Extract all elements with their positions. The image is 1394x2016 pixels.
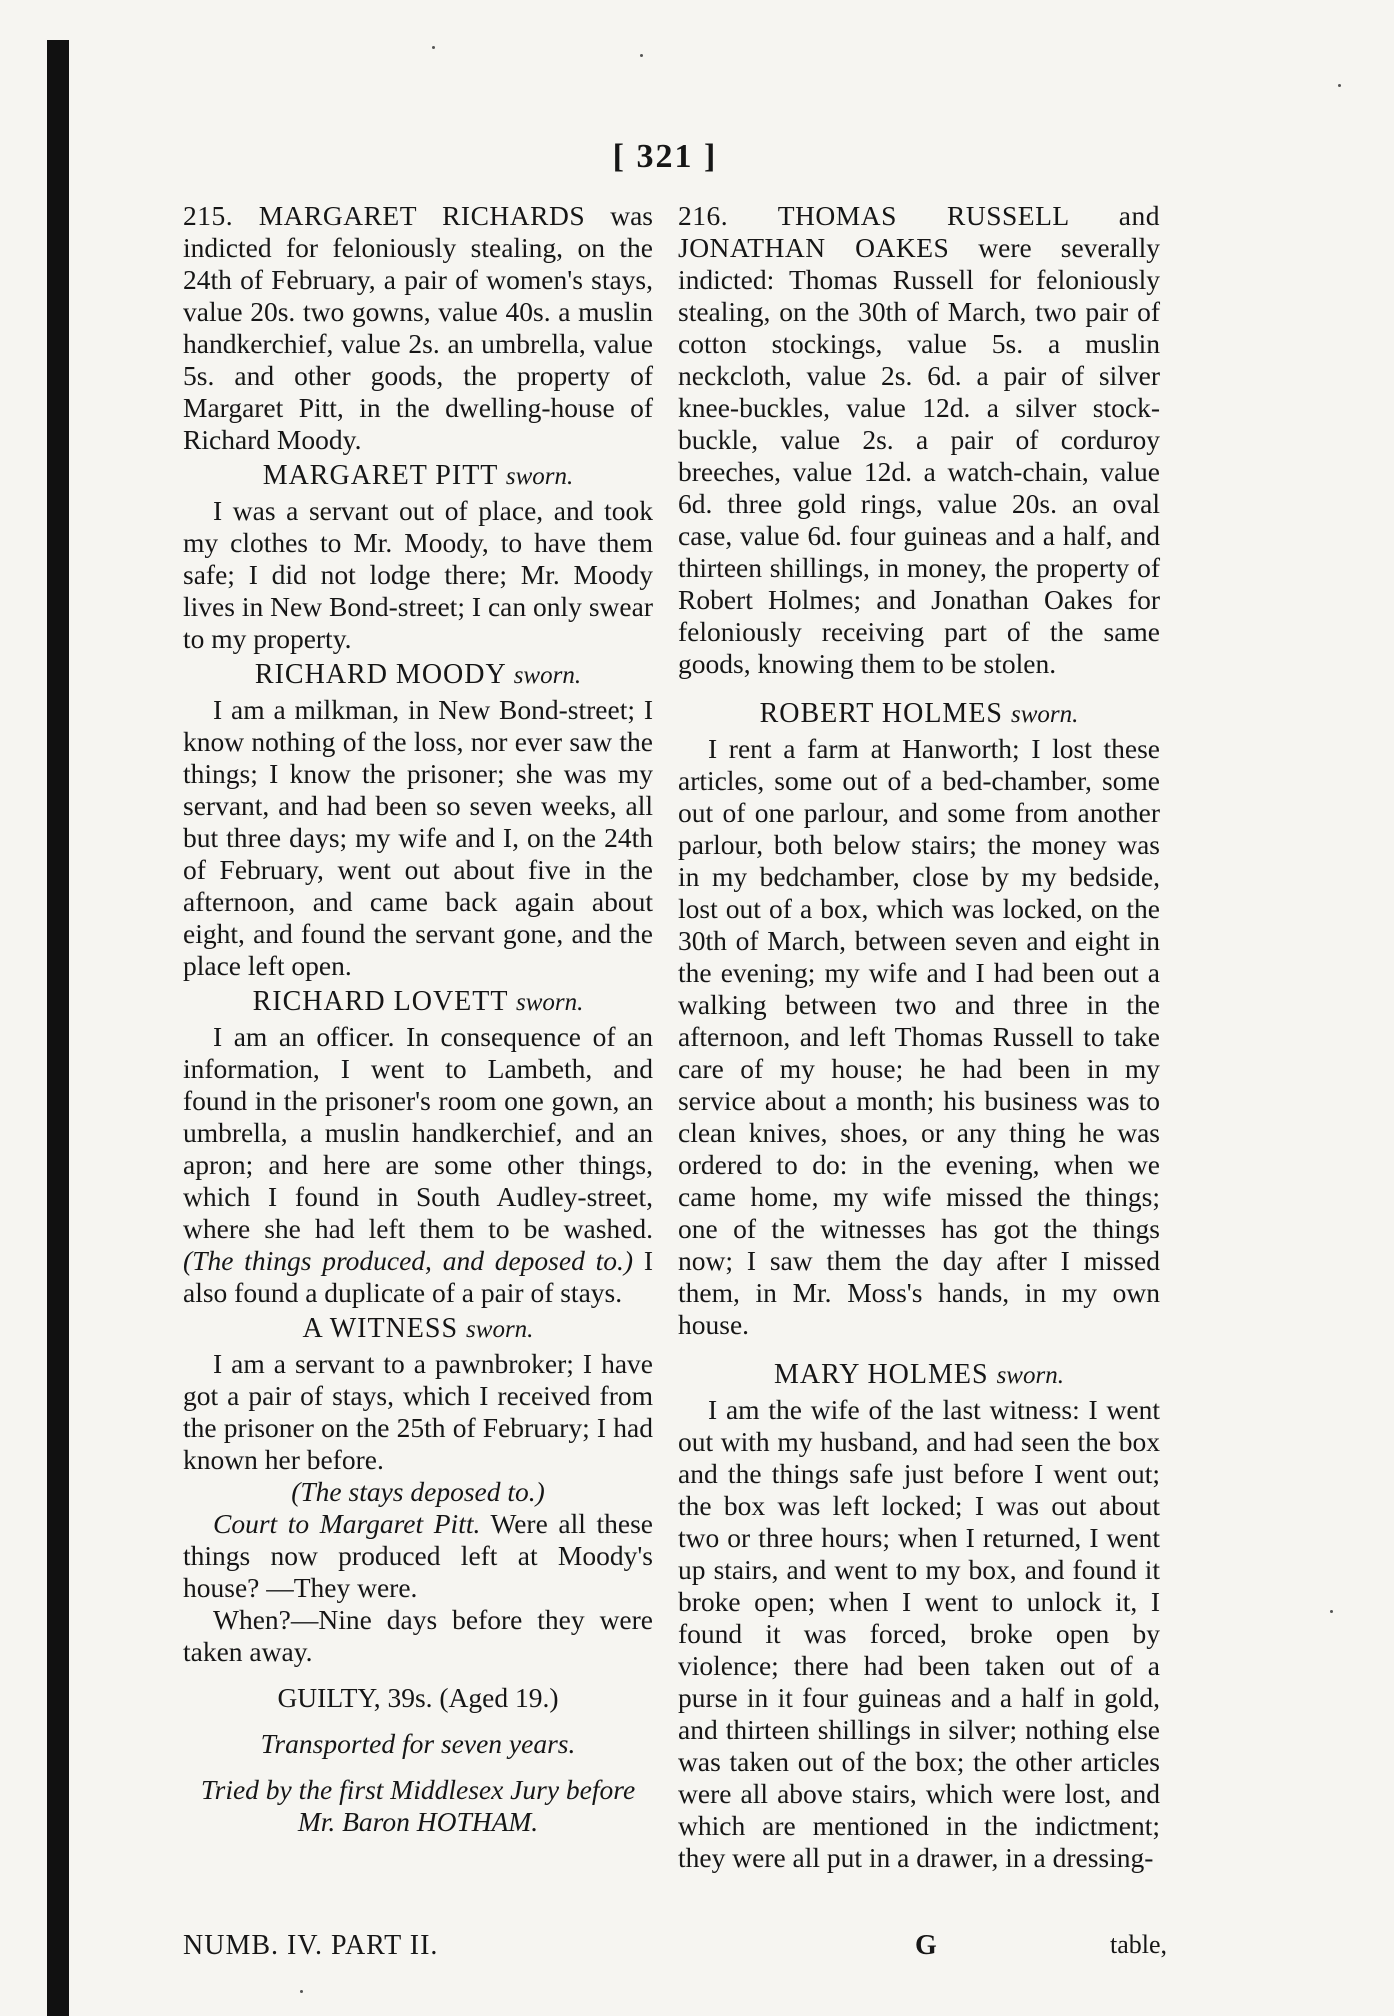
sworn-label: sworn. xyxy=(513,662,582,689)
sentence: Transported for seven years. xyxy=(260,1728,576,1759)
catchword: table, xyxy=(1110,1930,1168,1959)
testimony: I was a servant out of place, and took my clothes to Mr. Moody, to have them safe; I did not lodge there; Mr. Moody lives in New Bond-street; I can only swear to my property. xyxy=(183,495,653,654)
sworn-label: sworn. xyxy=(466,1316,534,1343)
case-216-lead: 216. THOMAS RUSSELL and JONATHAN OAKES xyxy=(678,200,1160,263)
court-text: Were all these things now produced left at Moody's house? —They were. xyxy=(183,1508,653,1603)
witness-name: A WITNESS xyxy=(302,1313,459,1344)
case-216-text: were severally indicted: Thomas Russell for feloniously stealing, on the 30th of March, two pair of cotton stockings, value 5s. a muslin neckcloth, value 2s. 6d. a pair of silver knee-buckles, value 12d. a silver stock-buckle, value 2s. a pair of corduroy breeches, value 12d. a watch-chain, value 6d. three gold rings, value 20s. an oval case, value 6d. four guineas and a half, and thirteen shillings, in money, the property of Robert Holmes; and Jonathan Oakes for feloniously receiving part of the same goods, knowing them to be stolen. xyxy=(678,232,1161,679)
witness-heading xyxy=(183,659,653,692)
print-speck xyxy=(1330,1610,1333,1613)
print-speck xyxy=(1338,84,1341,87)
testimony-text: I am an officer. In consequence of an information, I went to Lambeth, and found in the prisoner's room one gown, an umbrella, a muslin handkerchief, and an apron; and here are some other things, which I found in South Audley-street, where she had left them to be washed. xyxy=(183,1021,653,1244)
witness-name: MARY HOLMES xyxy=(774,1359,989,1390)
witness-name: ROBERT HOLMES xyxy=(759,698,1003,729)
tried-line: Tried by the first Middlesex Jury before xyxy=(200,1774,636,1805)
case-215-lead: 215. MARGARET RICHARDS xyxy=(183,200,586,231)
witness-heading xyxy=(183,1313,653,1346)
page-number: [ 321 ] xyxy=(612,138,718,175)
page-binding-edge xyxy=(47,40,69,2016)
testimony-text: I also found a duplicate of a pair of stays. xyxy=(183,1245,653,1308)
witness-heading xyxy=(678,698,1160,731)
testimony xyxy=(183,1021,653,1309)
sworn-label: sworn. xyxy=(1011,701,1079,728)
testimony: I rent a farm at Hanworth; I lost these articles, some out of a bed-chamber, some out of one parlour, and some from another parlour, both below stairs; the money was in my bedchamber, close by my bedside, lost out of a box, which was locked, on the 30th of March, between seven and eight in the evening; my wife and I had been out a walking between two and three in the afternoon, and left Thomas Russell to take care of my house; he had been in my service about a month; his business was to clean knives, shoes, or any thing he was ordered to do: in the evening, when we came home, my wife missed the things; one of the witnesses has got the things now; I saw them the day after I missed them, in Mr. Moss's hands, in my own house. xyxy=(678,733,1160,1340)
court-answer: When?—Nine days before they were taken away. xyxy=(183,1604,653,1667)
stage-direction: (The stays deposed to.) xyxy=(291,1476,545,1507)
court-label: Court to Margaret Pitt. xyxy=(213,1508,481,1539)
witness-name: RICHARD LOVETT xyxy=(252,986,508,1017)
tried-line: Mr. Baron HOTHAM. xyxy=(297,1806,539,1837)
witness-name: MARGARET PITT xyxy=(262,460,498,491)
sworn-label: sworn. xyxy=(505,463,574,490)
testimony: I am the wife of the last witness: I went out with my husband, and had seen the box and the things safe just before I went out; the box was left locked; I was out about two or three hours; when I returned, I went up stairs, and went to my box, and found it broke open; when I went to unlock it, I found it was forced, broke open by violence; there had been taken out of a purse in it four guineas and a half in gold, and thirteen shillings in silver; nothing else was taken out of the box; the other articles were all above stairs, which were lost, and which are mentioned in the indictment; they were all put in a drawer, in a dressing- xyxy=(678,1394,1160,1873)
witness-heading xyxy=(678,1359,1160,1392)
verdict: GUILTY, 39s. (Aged 19.) xyxy=(277,1682,559,1713)
case-215-text: was indicted for feloniously stealing, on the 24th of February, a pair of women's stays, value 20s. two gowns, value 40s. a muslin handkerchief, value 2s. an umbrella, value 5s. and other goods, the property of Margaret Pitt, in the dwelling-house of Richard Moody. xyxy=(183,200,653,455)
print-speck xyxy=(432,46,435,49)
left-column xyxy=(183,200,653,1838)
signature-mark: G xyxy=(915,1930,937,1961)
court-question xyxy=(183,1508,653,1604)
witness-heading xyxy=(183,460,653,493)
right-column xyxy=(678,200,1160,1874)
witness-heading xyxy=(183,986,653,1019)
testimony: I am a servant to a pawnbroker; I have got a pair of stays, which I received from the prisoner on the 25th of February; I had known her before. xyxy=(183,1348,653,1475)
case-216-paragraph xyxy=(678,200,1160,680)
stage-direction: (The things produced, and deposed to.) xyxy=(183,1245,634,1276)
sworn-label: sworn. xyxy=(515,989,584,1016)
print-speck xyxy=(300,1990,303,1993)
testimony: I am a milkman, in New Bond-street; I know nothing of the loss, nor ever saw the things; I know the prisoner; she was my servant, and had been so seven weeks, all but three days; my wife and I, on the 24th of February, went out about five in the afternoon, and came back again about eight, and found the servant gone, and the place left open. xyxy=(183,694,653,981)
footer-part: NUMB. IV. PART II. xyxy=(183,1930,439,1961)
witness-name: RICHARD MOODY xyxy=(254,659,506,690)
sworn-label: sworn. xyxy=(996,1362,1064,1389)
print-speck xyxy=(640,54,643,57)
case-215-paragraph xyxy=(183,200,653,456)
